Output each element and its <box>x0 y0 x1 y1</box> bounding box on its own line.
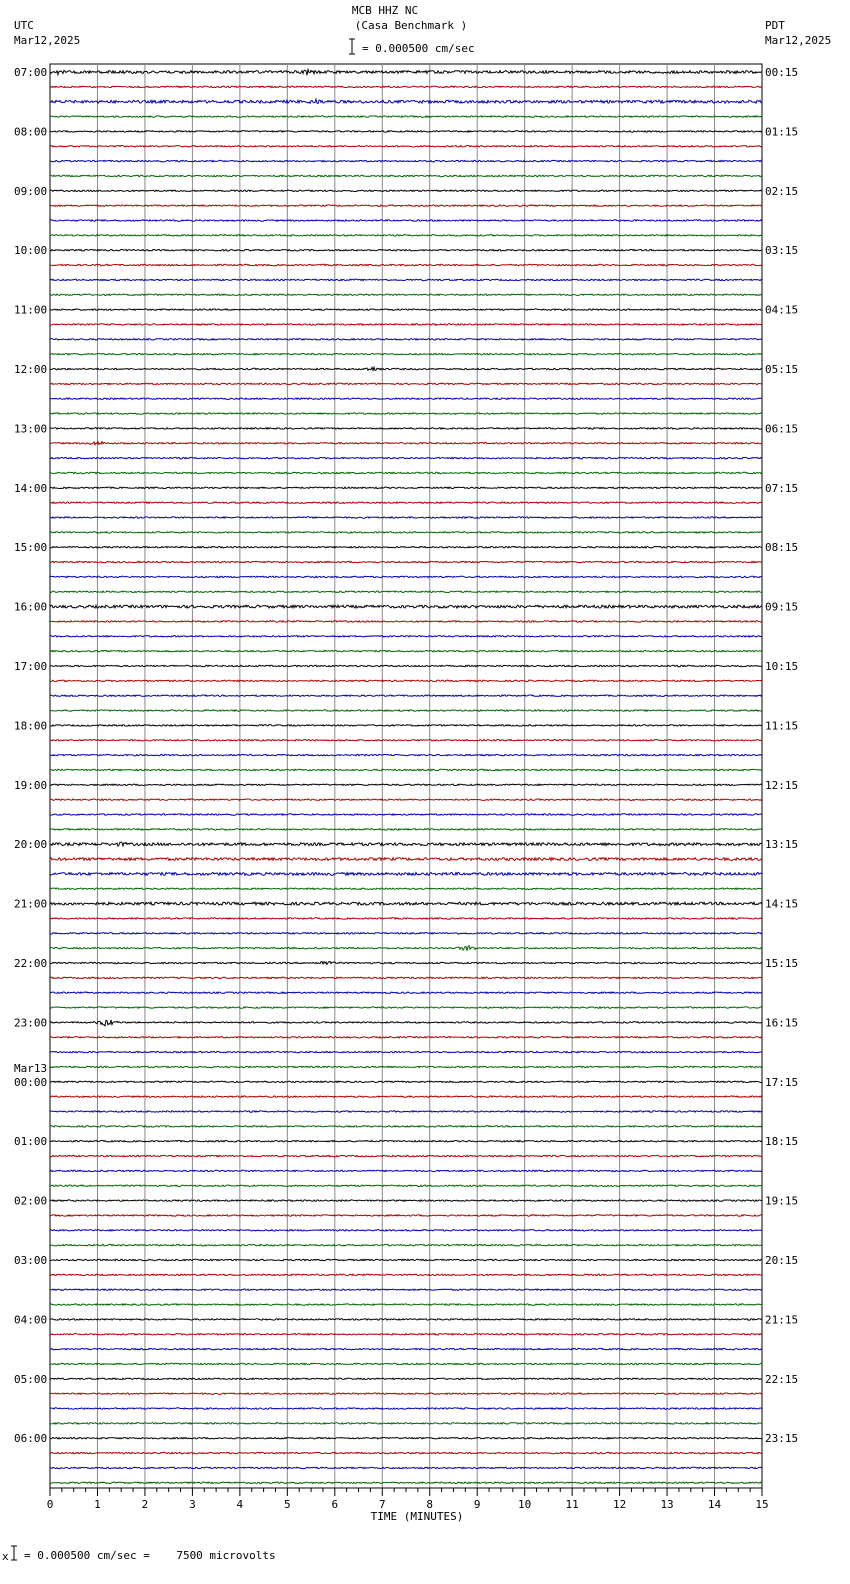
utc-hour-label: 21:00 <box>14 897 48 911</box>
trace-line <box>50 1020 762 1026</box>
trace-line <box>50 1155 762 1157</box>
scale-bar <box>349 39 475 55</box>
x-tick-label: 1 <box>94 1498 101 1511</box>
trace-line <box>50 1438 762 1439</box>
trace-line <box>50 1230 762 1231</box>
trace-line <box>50 1467 762 1468</box>
pdt-hour-label: 17:15 <box>765 1075 799 1089</box>
trace-line <box>50 829 762 831</box>
trace-line <box>50 769 762 771</box>
trace-line <box>50 1051 762 1052</box>
trace-line <box>50 146 762 148</box>
utc-hour-label: 07:00 <box>14 66 48 79</box>
trace-line <box>50 160 762 161</box>
x-tick-label: 11 <box>565 1498 579 1511</box>
pdt-hour-label: 19:15 <box>765 1194 799 1208</box>
utc-hour-label: 16:00 <box>14 600 48 614</box>
trace-line <box>50 946 762 951</box>
trace-line <box>50 70 762 76</box>
x-axis-label: TIME (MINUTES) <box>370 1510 464 1523</box>
x-tick-label: 13 <box>660 1498 674 1511</box>
trace-line <box>50 710 762 712</box>
pdt-hour-label: 12:15 <box>765 778 799 792</box>
trace-line <box>50 754 762 755</box>
trace-line <box>50 799 762 801</box>
x-tick-label: 0 <box>46 1498 54 1511</box>
x-tick-label: 12 <box>612 1498 627 1511</box>
utc-hour-label: 19:00 <box>14 778 48 792</box>
utc-hour-label: 20:00 <box>14 838 48 852</box>
trace-line <box>50 1378 762 1379</box>
left-date: Mar12,2025 <box>14 34 81 47</box>
pdt-hour-label: 14:15 <box>765 897 799 911</box>
trace-line <box>50 547 762 548</box>
trace-line <box>50 1348 762 1349</box>
pdt-hour-label: 23:15 <box>765 1432 799 1446</box>
trace-line <box>50 1244 762 1246</box>
trace-line <box>50 1066 762 1068</box>
pdt-hour-label: 13:15 <box>765 838 799 852</box>
trace-line <box>50 918 762 920</box>
trace-line <box>50 250 762 251</box>
footer-scale <box>2 1546 276 1563</box>
x-tick-label: 4 <box>236 1498 244 1511</box>
trace-line <box>50 1259 762 1260</box>
utc-hour-label: 15:00 <box>14 541 48 555</box>
trace-line <box>50 1289 762 1290</box>
trace-line <box>50 1393 762 1395</box>
pdt-hour-label: 21:15 <box>765 1313 799 1327</box>
trace-line <box>50 205 762 207</box>
trace-line <box>50 977 762 979</box>
trace-line <box>50 532 762 534</box>
trace-line <box>50 279 762 280</box>
station-title: MCB HHZ NC <box>351 4 419 17</box>
pdt-hour-label: 20:15 <box>765 1254 799 1267</box>
trace-line <box>50 1126 762 1128</box>
x-tick-label: 14 <box>707 1498 722 1511</box>
trace-line <box>50 1408 762 1409</box>
trace-line <box>50 665 762 666</box>
trace-line <box>50 413 762 415</box>
trace-line <box>50 517 762 518</box>
trace-line <box>50 1111 762 1112</box>
pdt-hour-label: 05:15 <box>765 363 799 376</box>
utc-hour-label: 01:00 <box>14 1135 48 1149</box>
trace-line <box>50 933 762 934</box>
utc-hour-label: 08:00 <box>14 125 48 139</box>
trace-line <box>50 680 762 682</box>
utc-hour-label: 04:00 <box>14 1313 48 1327</box>
footer-scale-label: = 0.000500 cm/sec = 7500 microvolts <box>24 1549 276 1562</box>
trace-line <box>50 1482 762 1484</box>
trace-line <box>50 264 762 266</box>
x-axis <box>14 66 798 1511</box>
trace-line <box>50 784 762 785</box>
x-tick-label: 5 <box>284 1498 291 1511</box>
utc-hour-label: 00:00 <box>14 1075 48 1089</box>
utc-hour-label: 03:00 <box>14 1254 48 1267</box>
x-tick-label: 7 <box>378 1498 386 1511</box>
trace-line <box>50 428 762 429</box>
trace-line <box>50 842 762 846</box>
svg-text:x: x <box>2 1550 9 1563</box>
x-tick-label: 9 <box>473 1498 481 1511</box>
trace-line <box>50 309 762 310</box>
trace-line <box>50 324 762 326</box>
x-tick-label: 8 <box>426 1498 434 1511</box>
trace-line <box>50 457 762 458</box>
x-tick-label: 2 <box>141 1498 149 1511</box>
pdt-hour-label: 18:15 <box>765 1135 799 1149</box>
trace-line <box>50 858 762 861</box>
utc-hour-label: 05:00 <box>14 1372 48 1386</box>
trace-line <box>50 992 762 993</box>
pdt-hour-label: 03:15 <box>765 244 799 258</box>
pdt-hour-label: 15:15 <box>765 957 799 970</box>
trace-line <box>50 1304 762 1306</box>
trace-line <box>50 367 762 370</box>
trace-line <box>50 353 762 355</box>
trace-line <box>50 650 762 652</box>
trace-line <box>50 116 762 118</box>
trace-line <box>50 175 762 177</box>
pdt-hour-label: 11:15 <box>765 719 799 733</box>
utc-hour-label: 12:00 <box>14 363 48 376</box>
trace-line <box>50 1363 762 1365</box>
trace-line <box>50 888 762 890</box>
trace-line <box>50 398 762 399</box>
right-date: Mar12,2025 <box>765 34 832 47</box>
trace-line <box>50 621 762 623</box>
trace-line <box>50 235 762 237</box>
trace-line <box>50 131 762 132</box>
trace-line <box>50 294 762 296</box>
trace-line <box>50 1185 762 1187</box>
pdt-hour-label: 10:15 <box>765 660 799 673</box>
trace-line <box>50 487 762 488</box>
pdt-hour-label: 06:15 <box>765 422 799 436</box>
left-timezone: UTC <box>14 19 34 32</box>
utc-hour-label: 22:00 <box>14 957 48 970</box>
pdt-hour-label: 22:15 <box>765 1372 799 1386</box>
x-tick-label: 3 <box>189 1498 196 1511</box>
date-change-label: Mar13 <box>14 1061 48 1075</box>
pdt-hour-label: 09:15 <box>765 600 799 614</box>
trace-line <box>50 220 762 221</box>
trace-line <box>50 1452 762 1454</box>
trace-line <box>50 814 762 815</box>
utc-hour-label: 17:00 <box>14 660 48 673</box>
utc-hour-label: 14:00 <box>14 481 48 495</box>
right-timezone: PDT <box>765 19 785 32</box>
trace-line <box>50 1170 762 1171</box>
trace-line <box>50 1274 762 1276</box>
trace-line <box>50 561 762 563</box>
trace-line <box>50 339 762 340</box>
trace-line <box>50 605 762 608</box>
utc-hour-label: 23:00 <box>14 1016 48 1030</box>
trace-line <box>50 725 762 726</box>
utc-hour-label: 06:00 <box>14 1432 48 1446</box>
trace-line <box>50 1096 762 1098</box>
trace-line <box>50 1334 762 1336</box>
trace-line <box>50 1423 762 1425</box>
trace-line <box>50 1319 762 1320</box>
trace-group <box>50 70 762 1484</box>
trace-line <box>50 502 762 504</box>
x-tick-label: 10 <box>518 1498 532 1511</box>
utc-hour-label: 11:00 <box>14 303 48 317</box>
pdt-hour-label: 02:15 <box>765 184 799 198</box>
trace-line <box>50 636 762 637</box>
trace-line <box>50 190 762 191</box>
site-subtitle: (Casa Benchmark ) <box>354 19 468 32</box>
trace-line <box>50 902 762 905</box>
x-tick-label: 6 <box>331 1498 339 1511</box>
trace-line <box>50 1141 762 1142</box>
pdt-hour-label: 01:15 <box>765 125 799 139</box>
pdt-hour-label: 07:15 <box>765 481 799 495</box>
utc-hour-label: 09:00 <box>14 184 48 198</box>
trace-line <box>50 1215 762 1217</box>
trace-line <box>50 1081 762 1082</box>
pdt-hour-label: 04:15 <box>765 303 799 317</box>
trace-line <box>50 576 762 577</box>
trace-line <box>50 740 762 742</box>
pdt-hour-label: 16:15 <box>765 1016 799 1030</box>
trace-line <box>50 873 762 876</box>
trace-line <box>50 695 762 696</box>
trace-line <box>50 1200 762 1201</box>
trace-line <box>50 962 762 965</box>
trace-line <box>50 1007 762 1009</box>
utc-hour-label: 13:00 <box>14 422 48 436</box>
utc-hour-label: 10:00 <box>14 244 48 258</box>
trace-line <box>50 383 762 385</box>
trace-line <box>50 86 762 88</box>
x-tick-label: 15 <box>755 1498 769 1511</box>
utc-hour-label: 18:00 <box>14 719 48 733</box>
pdt-hour-label: 00:15 <box>765 66 799 79</box>
pdt-hour-label: 08:15 <box>765 541 799 555</box>
trace-line <box>50 99 762 103</box>
trace-line <box>50 472 762 474</box>
scale-label: = 0.000500 cm/sec <box>362 42 475 55</box>
trace-line <box>50 591 762 593</box>
utc-hour-label: 02:00 <box>14 1194 48 1208</box>
trace-line <box>50 442 762 445</box>
trace-line <box>50 1037 762 1039</box>
